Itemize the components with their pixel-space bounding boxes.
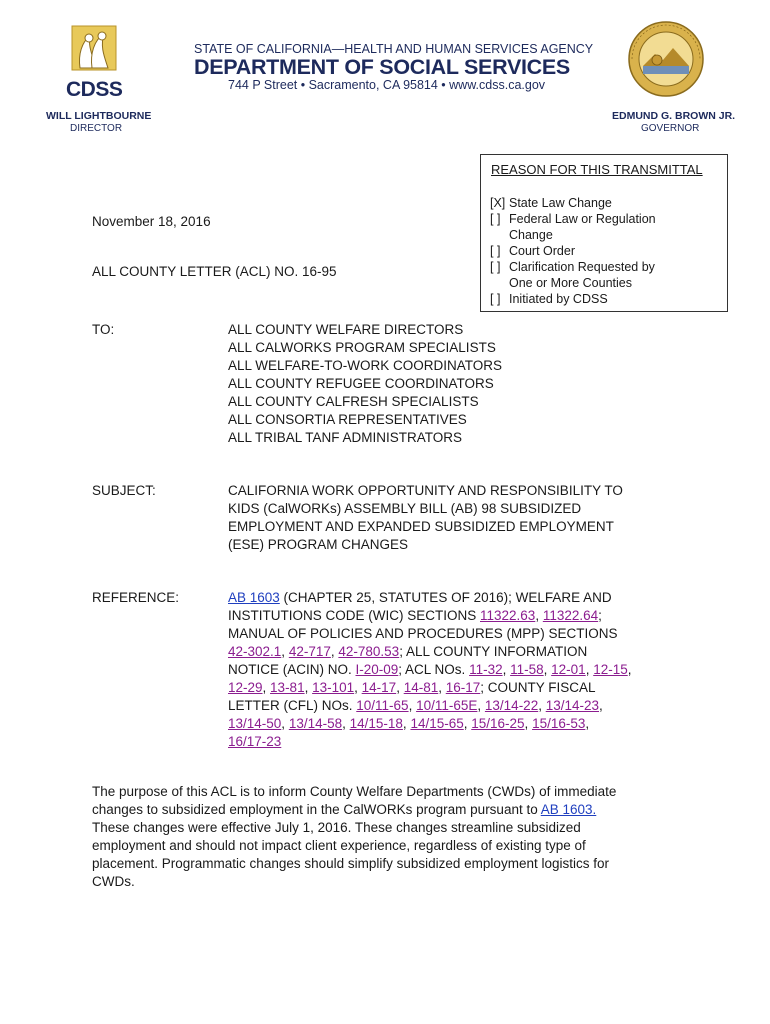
reference-label: REFERENCE: [92,590,180,605]
separator: , [502,662,511,677]
separator: , [477,698,485,713]
link-acl-14-17[interactable]: 14-17 [361,680,397,695]
reference-acl-nos: ; ACL NOs. [398,662,470,677]
link-cfl-14-15-18[interactable]: 14/15-18 [349,716,403,731]
link-acl-11-32[interactable]: 11-32 [469,662,503,677]
paragraph-line-text: changes to subsidized employment in the CalWORKs program pursuant to [92,802,541,817]
link-acin-i-20-09[interactable]: I-20-09 [355,662,399,677]
link-cfl-10-11-65[interactable]: 10/11-65 [356,698,409,713]
link-wic-11322-64[interactable]: 11322.64 [542,608,599,623]
reference-chapter: (CHAPTER 25, STATUTES OF 2016); WELFARE AND [279,590,612,605]
checkbox-mark: [X] [490,196,506,210]
reference-line [228,733,632,751]
separator: , [438,680,446,695]
link-acl-14-81[interactable]: 14-81 [403,680,439,695]
checkbox-mark: [ ] [490,212,501,226]
link-cfl-10-11-65e[interactable]: 10/11-65E [416,698,478,713]
separator: , [463,716,472,731]
to-recipients [228,321,502,447]
department-name: DEPARTMENT OF SOCIAL SERVICES [194,55,570,79]
recipient-line: ALL COUNTY REFUGEE COORDINATORS [228,376,494,391]
recipient-line: ALL CONSORTIA REPRESENTATIVES [228,412,467,427]
separator: , [281,716,289,731]
reference-line [228,715,632,733]
link-cfl-13-14-23[interactable]: 13/14-23 [545,698,600,713]
link-cfl-16-17-23[interactable]: 16/17-23 [228,734,282,749]
recipient-line: ALL CALWORKS PROGRAM SPECIALISTS [228,340,496,355]
reference-cfl-label: LETTER (CFL) NOs. [228,698,357,713]
separator: , [408,698,417,713]
link-acl-11-58[interactable]: 11-58 [510,662,544,677]
subject-line: EMPLOYMENT AND EXPANDED SUBSIDIZED EMPLOYMENT [228,519,614,534]
separator: , [627,662,632,677]
separator: , [402,716,411,731]
governor-name: EDMUND G. BROWN JR. [612,110,736,122]
separator: , [330,644,339,659]
separator: ; [598,608,602,623]
reference-line [228,679,632,697]
paragraph-line [92,801,692,819]
paragraph-line: These changes were effective July 1, 2016. These changes streamline subsidized [92,820,581,835]
link-ab-1603-body[interactable]: AB 1603. [540,802,597,817]
reference-line [228,607,632,625]
link-wic-11322-63[interactable]: 11322.63 [480,608,536,623]
checkbox-mark: [ ] [490,260,501,274]
paragraph-line: employment and should not impact client experience, regardless of existing type of [92,838,586,853]
separator: , [304,680,313,695]
reason-item-state-law [490,195,656,211]
recipient-line: ALL COUNTY WELFARE DIRECTORS [228,322,464,337]
reason-item-clarification [490,259,656,291]
recipient-line: ALL WELFARE-TO-WORK COORDINATORS [228,358,503,373]
state-seal-icon [627,20,705,98]
separator: , [281,644,289,659]
recipient-line: ALL COUNTY CALFRESH SPECIALISTS [228,394,479,409]
subject-line: (ESE) PROGRAM CHANGES [228,537,409,552]
reference-text [228,589,632,751]
link-ab-1603[interactable]: AB 1603 [228,590,280,605]
link-mpp-42-717[interactable]: 42-717 [288,644,331,659]
reference-line [228,697,632,715]
purpose-paragraph [92,783,692,891]
reason-item-label: State Law Change [509,196,612,210]
subject-line: CALIFORNIA WORK OPPORTUNITY AND RESPONSIBILITY TO [228,483,623,498]
link-cfl-13-14-58[interactable]: 13/14-58 [288,716,343,731]
link-cfl-15-16-25[interactable]: 15/16-25 [471,716,525,731]
reason-item-initiated-cdss [490,291,656,307]
reference-acin-text: ; ALL COUNTY INFORMATION [399,644,588,659]
reason-title: REASON FOR THIS TRANSMITTAL [491,162,703,177]
separator: , [585,716,590,731]
director-title: DIRECTOR [70,123,123,134]
reason-item-label: Court Order [509,244,575,258]
governor-title: GOVERNOR [641,123,700,134]
reason-item-label: Federal Law or Regulation Change [509,212,656,242]
link-acl-13-101[interactable]: 13-101 [312,680,355,695]
to-label: TO: [92,322,115,337]
checkbox-mark: [ ] [490,292,501,306]
separator: , [538,698,546,713]
subject-text [228,482,623,554]
separator: , [342,716,350,731]
separator: , [524,716,533,731]
link-acl-16-17[interactable]: 16-17 [445,680,481,695]
reference-notice: NOTICE (ACIN) NO. [228,662,356,677]
reason-item-label: Clarification Requested by One or More Counties [509,260,655,290]
link-cfl-13-14-22[interactable]: 13/14-22 [484,698,539,713]
reason-for-transmittal-box [480,154,728,312]
link-mpp-42-302-1[interactable]: 42-302.1 [228,644,282,659]
reason-item-federal-law [490,211,656,243]
paragraph-line: The purpose of this ACL is to inform County Welfare Departments (CWDs) of immediate [92,784,617,799]
recipient-line: ALL TRIBAL TANF ADMINISTRATORS [228,430,463,445]
separator: , [396,680,404,695]
logo-text: CDSS [66,78,123,101]
separator: , [262,680,271,695]
reference-line: MANUAL OF POLICIES AND PROCEDURES (MPP) SECTIONS [228,626,618,641]
subject-label: SUBJECT: [92,483,156,498]
link-acl-13-81[interactable]: 13-81 [270,680,305,695]
link-cfl-15-16-53[interactable]: 15/16-53 [532,716,586,731]
paragraph-line: CWDs. [92,874,135,889]
reference-line [228,661,632,679]
subject-line: KIDS (CalWORKs) ASSEMBLY BILL (AB) 98 SUBSIDIZED [228,501,582,516]
separator: , [543,662,552,677]
separator: , [354,680,362,695]
checkbox-mark: [ ] [490,244,501,258]
link-mpp-42-780-53[interactable]: 42-780.53 [338,644,400,659]
agency-name: STATE OF CALIFORNIA—HEALTH AND HUMAN SERVICES AGENCY [194,42,594,56]
acl-number: ALL COUNTY LETTER (ACL) NO. 16-95 [92,264,337,279]
reason-item-court-order [490,243,656,259]
separator: , [599,698,603,713]
link-acl-12-29[interactable]: 12-29 [228,680,263,695]
link-acl-12-15[interactable]: 12-15 [593,662,628,677]
separator: , [535,608,543,623]
director-name: WILL LIGHTBOURNE [46,110,152,122]
reference-line [228,643,632,661]
reference-wic-prefix: INSTITUTIONS CODE (WIC) SECTIONS [228,608,480,623]
reason-item-label: Initiated by CDSS [509,292,608,306]
department-address: 744 P Street • Sacramento, CA 95814 • www.cdss.ca.gov [228,78,546,92]
reference-line [228,589,632,607]
link-acl-12-01[interactable]: 12-01 [551,662,586,677]
separator: , [585,662,594,677]
reference-cfl-text: ; COUNTY FISCAL [480,680,596,695]
reason-list [490,195,656,307]
letter-date: November 18, 2016 [92,214,211,229]
link-cfl-14-15-65[interactable]: 14/15-65 [410,716,464,731]
link-cfl-13-14-50[interactable]: 13/14-50 [228,716,282,731]
paragraph-line: placement. Programmatic changes should simplify subsidized employment logistics for [92,856,609,871]
